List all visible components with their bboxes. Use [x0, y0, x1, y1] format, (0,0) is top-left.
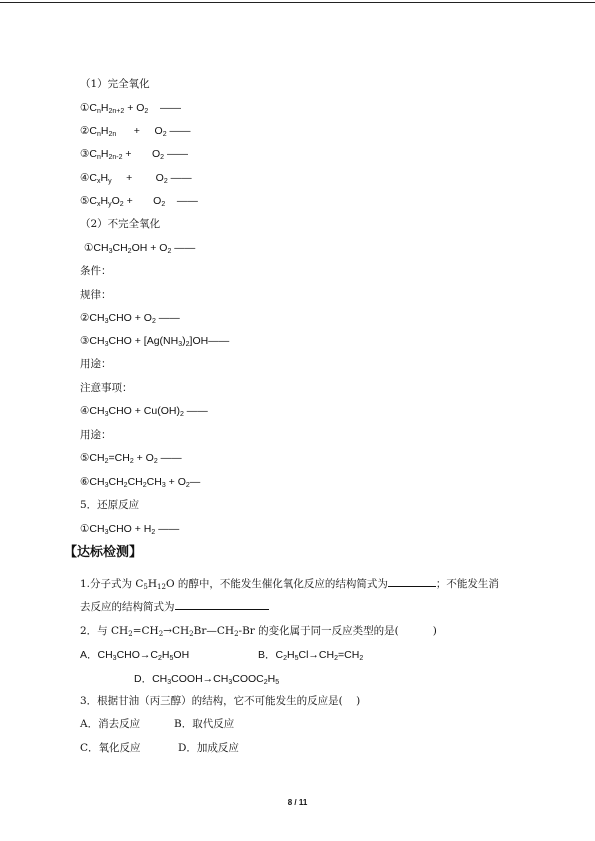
question-2-option-d: D．$CH_3COOH\to CH_3COOC_2H_5$: [134, 673, 280, 686]
rule-label: 规律：: [80, 289, 112, 301]
equation-hydrogenation: $①CH_3CHO + H_2$ ——: [80, 523, 180, 536]
equation-alkene: $②C_nH_{2n}$ + $O_2$ ——: [80, 125, 191, 138]
equation-ethylene-oxidation: $⑤CH_2=CH_2 + O_2$ ——: [80, 452, 182, 465]
question-3-option-b: B．取代反应: [174, 718, 235, 730]
answer-blank-2[interactable]: [175, 598, 269, 610]
question-2-stem: 2．与 $CH_2=CH_2\to CH_2Br—CH_2-Br$ 的变化属于同一反应类型的是( ): [80, 625, 437, 638]
question-1-line-1: 1.分子式为 $C_5H_{12}O$ 的醇中，不能发生催化氧化反应的结构简式为 ；不能发生消: [80, 575, 499, 591]
page-top-rule: [0, 2, 595, 3]
question-3-option-a: A．消去反应: [80, 718, 141, 730]
equation-ethanol-oxidation: $①CH_3CH_2OH + O_2$ ——: [84, 242, 196, 255]
page-number: 8 / 11: [287, 798, 308, 807]
question-2-option-a: A．$CH_3CHO\to C_2H_5OH$: [80, 649, 190, 662]
assessment-heading: 【达标检测】: [64, 545, 143, 560]
question-3-stem: 3．根据甘油（丙三醇）的结构，它不可能发生的反应是( ): [80, 695, 361, 707]
question-1-line-2: 去反应的结构简式为: [80, 598, 269, 614]
use-label-1: 用途：: [80, 358, 112, 370]
question-2-option-b: B．$C_2H_5Cl\to CH_2=CH_2$: [258, 649, 364, 662]
use-label-2: 用途：: [80, 429, 112, 441]
complete-oxidation-title: （1）完全氧化: [80, 78, 150, 90]
equation-oxygenate: $⑤C_xH_yO_2$ + $O_2$ ——: [80, 195, 198, 208]
answer-blank-1[interactable]: [388, 575, 436, 587]
equation-acetaldehyde-oxygen: $②CH_3CHO + O_2$ ——: [80, 312, 180, 325]
equation-alkane: $①C_nH_{2n+2} + O_2$ ——: [80, 102, 181, 115]
note-label: 注意事项：: [80, 382, 133, 394]
reduction-title: 5．还原反应: [80, 499, 140, 511]
equation-silver-mirror: $③CH_3CHO$ + $[Ag(NH_3)_2]OH——$: [80, 335, 230, 348]
equation-hydrocarbon: $④C_xH_y$ + $O_2$ ——: [80, 172, 192, 185]
question-3-option-d: D．加成反应: [178, 742, 239, 754]
equation-alkyne: $③C_nH_{2n-2}$ + $O_2$ ——: [80, 148, 188, 161]
incomplete-oxidation-title: （2）不完全氧化: [80, 218, 161, 230]
equation-butane-oxidation: $⑥CH_3CH_2CH_2CH_3$ + $O_2—$: [80, 476, 201, 489]
question-3-option-c: C．氧化反应: [80, 742, 141, 754]
condition-label: 条件：: [80, 265, 112, 277]
equation-copper-hydroxide: $④CH_3CHO + Cu(OH)_2$ ——: [80, 405, 208, 418]
